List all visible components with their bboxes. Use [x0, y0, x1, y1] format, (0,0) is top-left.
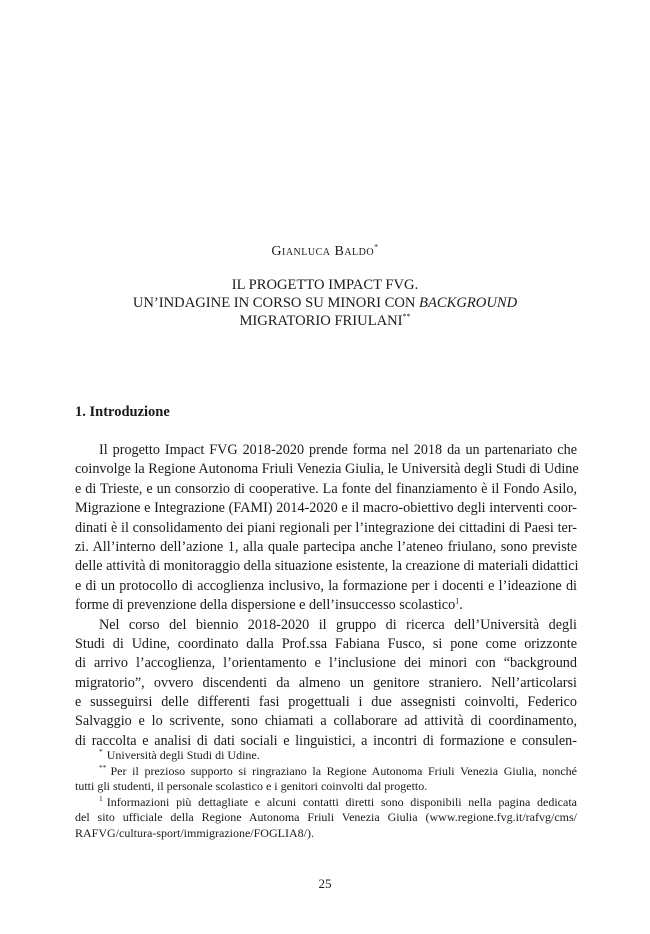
- article-title: [0, 276, 650, 330]
- footnote-3-cont: del sito ufficiale della Regione Autonoma Friuli Venezia Giulia (www.regione.fvg.it/rafvg/cms/: [75, 810, 577, 825]
- title-footnote-mark: **: [402, 312, 411, 322]
- footnote-3-cont: RAFVG/cultura-sport/immigrazione/FOGLIA8/).: [75, 825, 314, 840]
- footnote-2: ** Per il prezioso supporto si ringraziano la Regione Autonoma Friuli Venezia Giulia, nonché: [99, 762, 577, 778]
- title-line-2: UN’INDAGINE IN CORSO SU MINORI CON BACKGROUND: [132, 295, 518, 311]
- body-line: di raccolta e analisi di dati sociali e linguistici, a incontri di formazione e consulen-: [75, 732, 577, 749]
- body-line: di arrivo l’accoglienza, l’orientamento e l’inclusione dei minori con “background: [75, 655, 577, 672]
- body-line: forme di prevenzione della dispersione e dell’insuccesso scolastico$^1$.: [75, 596, 463, 614]
- title-line-3: MIGRATORIO FRIULANI**: [239, 312, 411, 329]
- body-line: Il progetto Impact FVG 2018-2020 prende forma nel 2018 da un partenariato che: [99, 442, 577, 458]
- footnote-2-cont: tutti gli studenti, il personale scolastico e i genitori coinvolti dal progetto.: [75, 779, 428, 794]
- footnote-3: $^1$ Informazioni più dettagliate e alcuni contatti diretti sono disponibili nella pagina dedicata: [99, 793, 577, 809]
- body-line: Migrazione e Integrazione (FAMI) 2014-2020 e il macro-obiettivo degli interventi coor-: [75, 500, 577, 517]
- body-text: [75, 441, 577, 751]
- body-line: e di un protocollo di accoglienza inclusivo, la formazione per i docenti e l’ideazione di: [75, 577, 577, 594]
- title-line-1: IL PROGETTO IMPACT FVG.: [231, 277, 419, 293]
- body-line: Studi di Udine, coordinato dalla Prof.ssa Fabiana Fusco, si pone come orizzonte: [75, 635, 577, 652]
- footnote-ref: 1: [455, 596, 460, 606]
- title-italic-word: BACKGROUND: [419, 295, 518, 311]
- body-line: zi. All’interno dell’azione 1, alla quale partecipa anche l’ateneo friulano, sono previste: [75, 538, 577, 555]
- author-footnote-mark: *: [374, 242, 379, 252]
- body-line: Nel corso del biennio 2018-2020 il gruppo di ricerca dell’Università degli: [99, 616, 577, 633]
- body-line: delle attività di monitoraggio della situazione esistente, la creazione di materiali didattici: [75, 558, 579, 575]
- footnote-1: * Università degli Studi di Udine.: [99, 747, 260, 762]
- body-line: migratorio”, ovvero discendenti da almeno un genitore straniero. Nell’articolarsi: [75, 674, 577, 691]
- body-line: Salvaggio e lo scrivente, sono chiamati a collaborare ad attività di coordinamento,: [75, 713, 577, 730]
- section-heading: 1. Introduzione: [75, 404, 170, 420]
- body-line: coinvolge la Regione Autonoma Friuli Venezia Giulia, le Università degli Studi di Udine: [75, 461, 579, 478]
- author-name: Gianluca Baldo*: [271, 242, 379, 259]
- footnotes: [75, 748, 577, 842]
- body-line: e di Trieste, e un consorzio di cooperative. La fonte del finanziamento è il Fondo Asilo,: [75, 480, 577, 497]
- body-line: e susseguirsi delle differenti fasi progettuali i due assegnisti coinvolti, Federico: [75, 694, 577, 711]
- page-number: 25: [318, 876, 332, 891]
- body-line: dinati è il consolidamento dei piani regionali per l’integrazione dei cittadini di Paesi ter-: [75, 519, 577, 536]
